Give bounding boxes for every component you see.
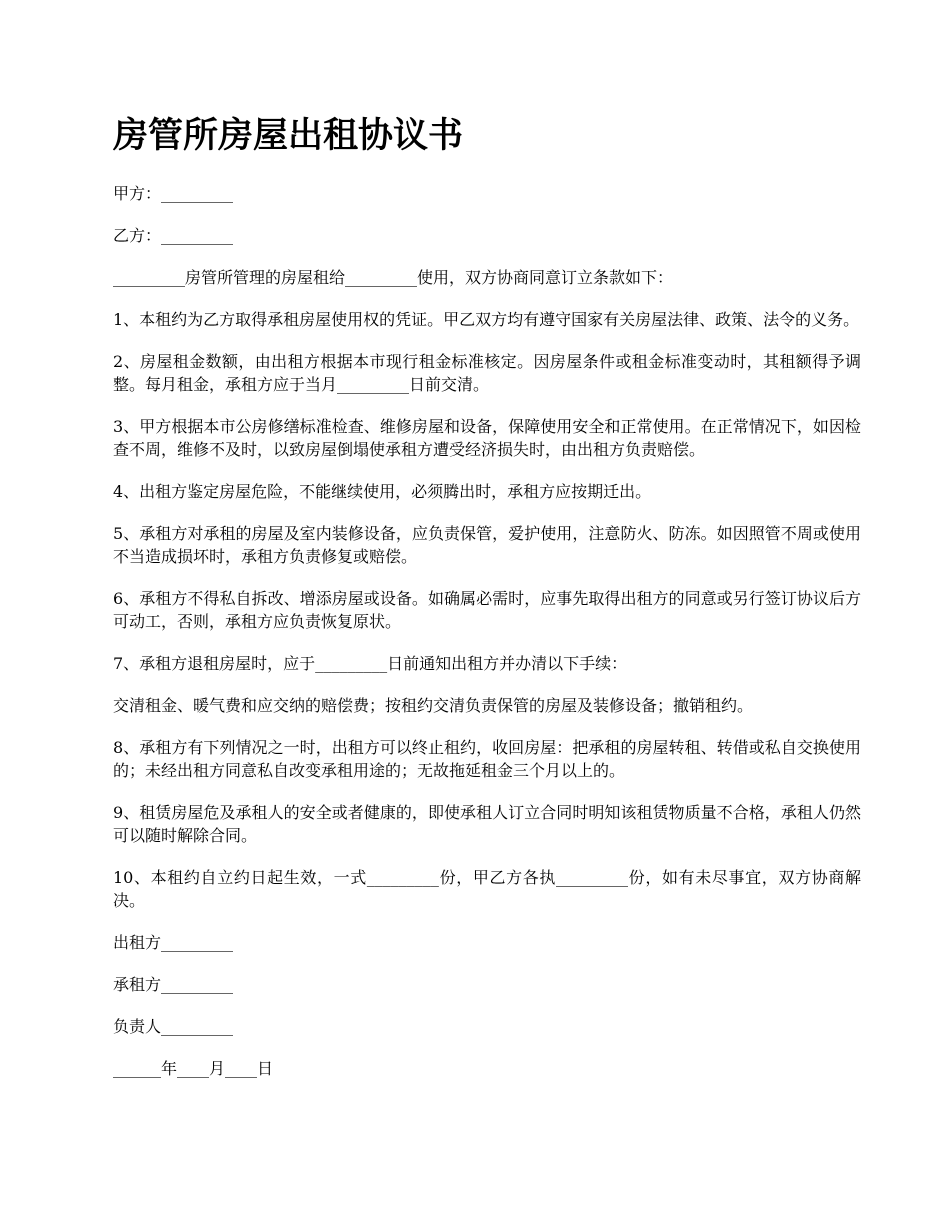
signature-responsible: 负责人_________: [113, 1017, 234, 1036]
document-page: [113, 112, 861, 1099]
party-b-line: 乙方：_________: [113, 226, 234, 245]
intro-paragraph: _________房管所管理的房屋租给_________使用，双方协商同意订立条款如下：: [113, 268, 674, 287]
signature-lessor: 出租方_________: [113, 933, 234, 952]
signature-lessee: 承租方_________: [113, 975, 234, 994]
clause-3: 3、甲方根据本市公房修缮标准检查、维修房屋和设备，保障使用安全和正常使用。在正常情况下，如因检查不周，维修不及时，以致房屋倒塌使承租方遭受经济损失时，由出租方负责赔偿。: [113, 417, 861, 459]
clause-9: 9、租赁房屋危及承租人的安全或者健康的，即使承租人订立合同时明知该租赁物质量不合格，承租人仍然可以随时解除合同。: [113, 803, 861, 845]
signature-date: ______年____月____日: [113, 1059, 274, 1078]
party-a-line: 甲方：_________: [113, 184, 234, 203]
clause-7-procedures: 交清租金、暖气费和应交纳的赔偿费；按租约交清负责保管的房屋及装修设备；撤销租约。: [113, 696, 754, 715]
clause-5: 5、承租方对承租的房屋及室内装修设备，应负责保管，爱护使用，注意防火、防冻。如因照管不周或使用不当造成损坏时，承租方负责修复或赔偿。: [113, 524, 861, 566]
clause-8: 8、承租方有下列情况之一时，出租方可以终止租约，收回房屋：把承租的房屋转租、转借或私自交换使用的；未经出租方同意私自改变承租用途的；无故拖延租金三个月以上的。: [113, 738, 861, 780]
clause-7: 7、承租方退租房屋时，应于_________日前通知出租方并办清以下手续：: [113, 654, 628, 673]
clause-4: 4、出租方鉴定房屋危险，不能继续使用，必须腾出时，承租方应按期迁出。: [113, 482, 652, 501]
clause-6: 6、承租方不得私自拆改、增添房屋或设备。如确属必需时，应事先取得出租方的同意或另行签订协议后方可动工，否则，承租方应负责恢复原状。: [113, 589, 861, 631]
clause-10: 10、本租约自立约日起生效，一式_________份，甲乙方各执_________份，如有未尽事宜，双方协商解决。: [113, 868, 861, 910]
clause-2: 2、房屋租金数额，由出租方根据本市现行租金标准核定。因房屋条件或租金标准变动时，其租额得予调整。每月租金，承租方应于当月_________日前交清。: [113, 352, 861, 394]
document-title: 房管所房屋出租协议书: [113, 116, 464, 156]
clause-1: 1、本租约为乙方取得承租房屋使用权的凭证。甲乙双方均有遵守国家有关房屋法律、政策、法令的义务。: [113, 310, 860, 329]
